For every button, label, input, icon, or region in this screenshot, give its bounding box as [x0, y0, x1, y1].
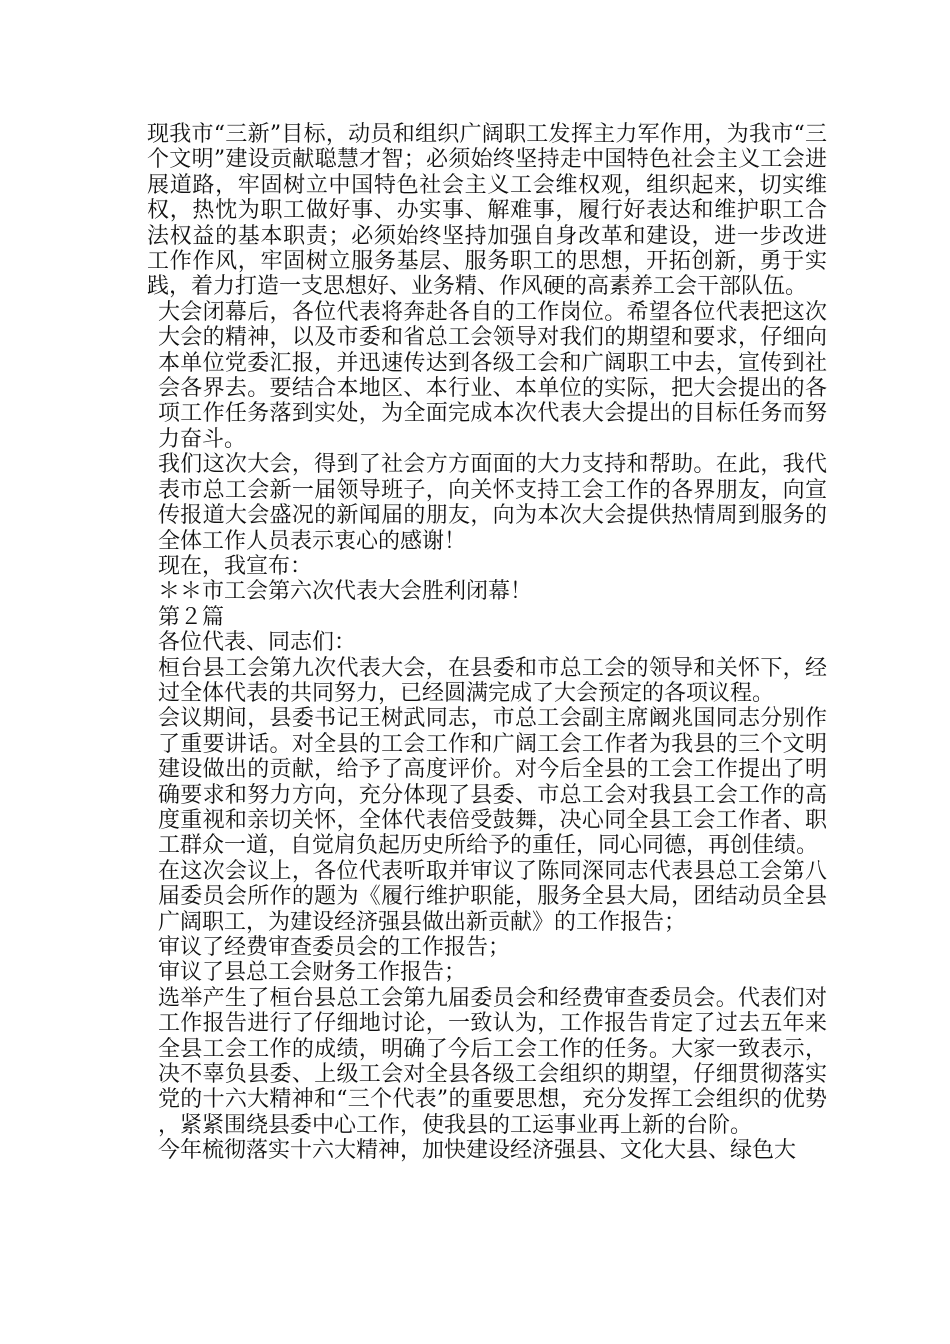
section-heading: 第２篇: [158, 604, 225, 630]
paragraph-4: 现在，我宣布：: [158, 553, 313, 579]
paragraph-2: 大会闭幕后，各位代表将奔赴各自的工作岗位。希望各位代表把这次大会的精神，以及市委和省总工会领导对我们的期望和要求，仔细向本单位党委汇报，并迅速传达到各级工会和广阔职工中去，宣传到社会各界去。要结合本地区、本行业、本单位的实际，把大会提出的各项工作任务落到实处，为全面完成本次代表大会提出的目标任务而努力奋斗。: [158, 299, 827, 452]
salutation: 各位代表、同志们：: [158, 630, 357, 656]
paragraph-3: 我们这次大会，得到了社会方方面面的大力支持和帮助。在此，我代表市总工会新一届领导班子，向关怀支持工会工作的各界朋友，向宣传报道大会盛况的新闻届的朋友，向为本次大会提供热情周到服务的全体工作人员表示衷心的感谢！: [158, 452, 827, 554]
paragraph-1: 现我市“三新”目标，动员和组织广阔职工发挥主力军作用，为我市“三个文明”建设贡献聪慧才智；必须始终坚持走中国特色社会主义工会进展道路，牢固树立中国特色社会主义工会维权观，组织起来，切实维权，热忱为职工做好事、办实事、解难事，履行好表达和维护职工合法权益的基本职责；必须始终坚持加强自身改革和建设，进一步改进工作作风，牢固树立服务基层、服务职工的思想，开拓创新，勇于实践，着力打造一支思想好、业务精、作风硬的高素养工会干部队伍。: [147, 122, 827, 300]
paragraph-13: 选举产生了桓台县总工会第九届委员会和经费审查委员会。代表们对工作报告进行了仔细地讨论，一致认为，工作报告肯定了过去五年来全县工会工作的成绩，明确了今后工会工作的任务。大家一致表示，决不辜负县委、上级工会对全县各级工会组织的期望，仔细贯彻落实党的十六大精神和“三个代表”的重要思想，充分发挥工会组织的优势，紧紧围绕县委中心工作，使我县的工运事业再上新的台阶。: [158, 985, 827, 1138]
paragraph-14: 今年梳彻落实十六大精神，加快建设经济强县、文化大县、绿色大: [158, 1138, 797, 1164]
document-page: [147, 122, 827, 1164]
paragraph-8: 桓台县工会第九次代表大会，在县委和市总工会的领导和关怀下，经过全体代表的共同努力，已经圆满完成了大会预定的各项议程。: [158, 655, 827, 706]
paragraph-5: ＊＊市工会第六次代表大会胜利闭幕！: [158, 579, 533, 605]
paragraph-10: 在这次会议上，各位代表听取并审议了陈同深同志代表县总工会第八届委员会所作的题为《履行维护职能，服务全县大局，团结动员全县广阔职工，为建设经济强县做出新贡献》的工作报告；: [158, 858, 827, 935]
paragraph-9: 会议期间，县委书记王树武同志，市总工会副主席阚兆国同志分别作了重要讲话。对全县的工会工作和广阔工会工作者为我县的三个文明建设做出的贡献，给予了高度评价。对今后全县的工会工作提出了明确要求和努力方向，充分体现了县委、市总工会对我县工会工作的高度重视和亲切关怀，全体代表倍受鼓舞，决心同全县工会工作者、职工群众一道，自觉肩负起历史所给予的重任，同心同德，再创佳绩。: [158, 706, 827, 859]
paragraph-12: 审议了县总工会财务工作报告；: [158, 960, 467, 986]
paragraph-11: 审议了经费审查委员会的工作报告；: [158, 935, 511, 960]
